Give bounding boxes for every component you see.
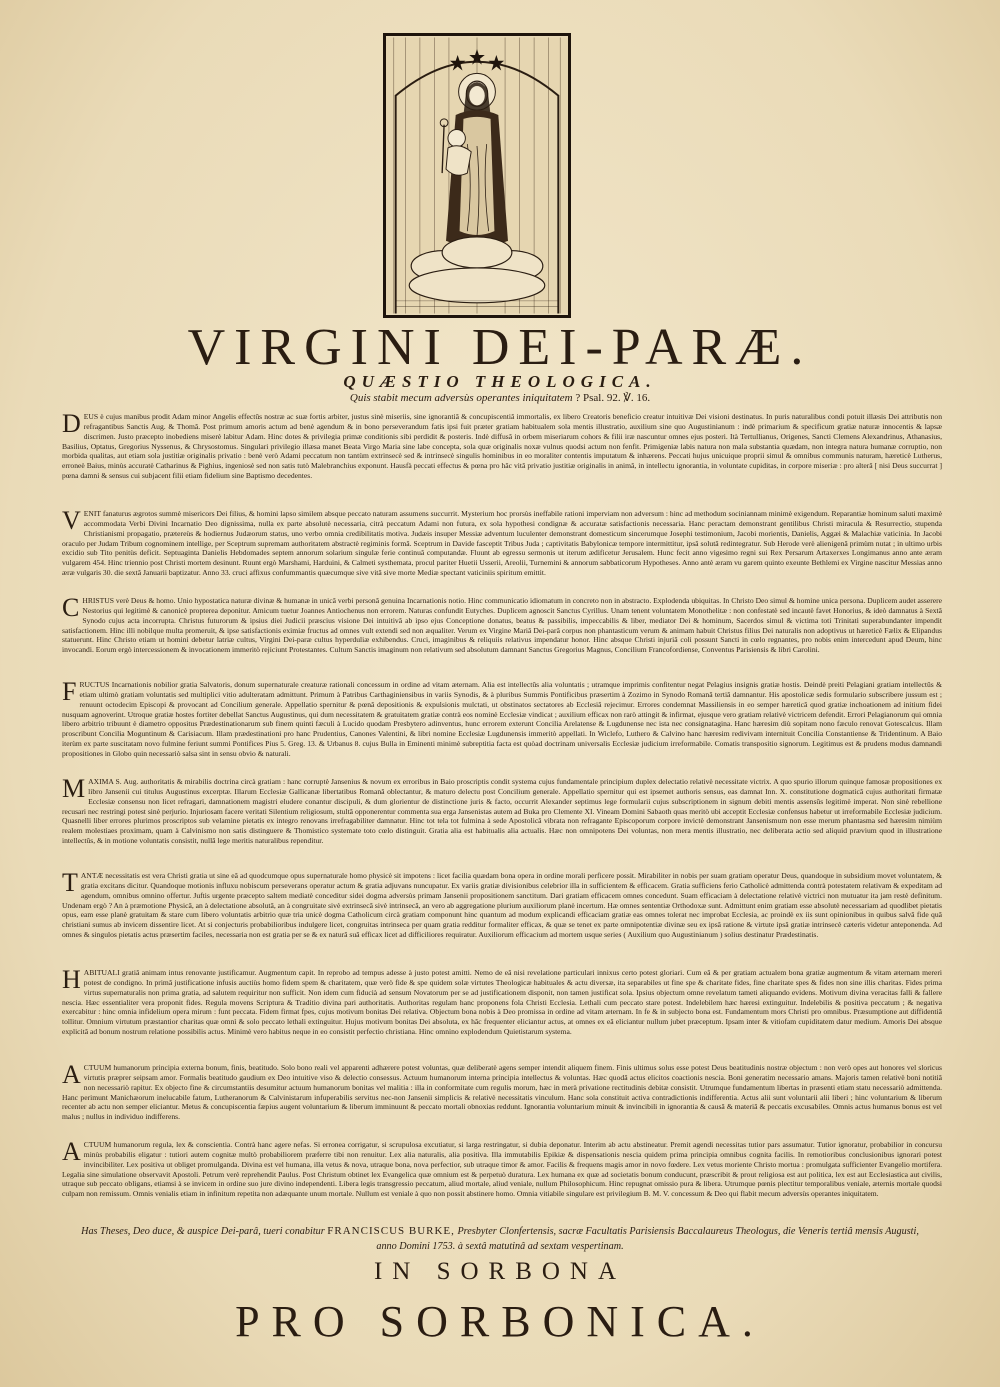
drop-cap: H [62, 965, 81, 994]
paragraph-text: AXIMA S. Aug. authoritatis & mirabilis doctrina circà gratiam : hanc corruptè Jansenius & novum ex erroribus in Baio proscriptis condit systema cujus fundamentale principium duplex delectatio relativè necessitate victrix. A quo spurio illorum quinque famosæ propositiones ex libro Jansenii cui titulus Augustinus excerptæ. Illarum Ecclesiæ Gallicanæ libertatibus Romanâ oblectantur, & maturo delectu post Concilium generale. Appellatio spernitur qui est ipsemet authoris sensus, eas damnat Inn. X. constitutione dogmaticâ cujus authoritati firmatæ Ecclesiæ consensu non licet refragari, damnationem magistri eludere conantur discipuli, & dum glorientur de distinctione juris & facto, occurrit Alexander septimus lege formularii cujus subscriptionem in signum debiti mentis assensûs legitimè imperat. Non sinè rebellione recusari nec restringi potest sinè perjurio. Injuriosam facere veritati Silentium religiosum, stultâ opponerentur commenta sua erga Jansenistas autem ad Buka pro Clemente XI. Vineam Domini Sabaoth quas meritò ubi acceptit Ecclesiæ confensus habetur ut irreformabile Ecclesiæ judicium. Quasnelli liber errores plurimos proscriptos sub velamine pietatis ex integro renovans irrefragabiliter damnatur. Hinc tot tela tot fulmina à sede Apostolicâ vibrata non refragante Episcoporum corpore invictè demonstrant Jansenismum non esse merum phantasma sed hæresim nimiùm realem molestiaes proximam, quam à Calvinismo non satis distinguere & Thomistico systemate toto cœlo distinguit. Gratia alia est habitualis alia actualis. Hæc non omnipotens Dei voluntas, non mera mentis illustratio, nec deliberata actio sed aliquid prævium quod in illustratione intellectûs, & in motione voluntatis consistit, nullâ lege meritis naturalibus rependitur. [62, 777, 942, 846]
thesis-paragraph-7 [62, 965, 942, 1037]
drop-cap: D [62, 409, 81, 438]
motto [0, 391, 1000, 404]
thesis-paragraph-8 [62, 1060, 942, 1122]
drop-cap: C [62, 593, 80, 622]
defense-intro: Has Theses, Deo duce, & auspice Dei-parâ, tueri conabitur [81, 1226, 325, 1237]
paragraph-text: ABITUALI gratiâ animam intus renovante justificamur. Augmentum capit. In reprobo ad tempus adesse à justo potest amitti. Nemo de eâ nisi revelatione particulari innixus certo potest gloriari. Cum eâ & per gratiam actualem bona gratiæ augmentum & vitam æternam mereri potest de condigno. In primâ justificatione infusis auctiùs homo fidem spem & charitatem, quæ verò fide & spe quidem solæ virtutes Theologicæ habituales & actu diversæ, ita separabiles ut fine spe & charitate fides, fine charitate spes & fides non sine illis charitas. Fides prima virtus supernaturalis non prima gratia, ad salutem requiritur non sufficit. Non idem cum fiducià ad sensum Novatorum per se ad justificationem disponit, non tamen justificat sola. Ipsius objectum omne revelatum tameti aliquando evidens. Motivum divina veracitas falli & fallere nescia. Hæc essentialiter vera proponit fides. Regula movens Scriptura & Traditio divina pari authoritatis. Authoritas regulam hanc proponens fola Christi Ecclesia. Lethali cum peccato stare potest. Indelebilem hæc hæresi extinguitur. Indelebilis & positiva peccatum ; & negativa exercabitur : hinc omnia infidelium opera mirum : funt peccata. Fidem firmat fpes, cujus motivum bonitas Dei relativa. Objectum bona nobis à Deo promissa in ordine ad vitam æternam. In fe & in subjecto bona est. Fundamentum mors Christi pro omnibus. Præsumptione aut diffidentiâ tollitur. Omnium virtutum præstantior charitas quæ omnì & solo peccato lethali extinguitur. Hujus motivum bonitas Dei absoluta, ex hâc frequenter eliciantur actus, at omnes ex eâ eliciantur nullum jubet præceptum. Ipsam inter & vitiofam cupiditatem datur medium. Amoris Dei absque explicitâ ad bonum nostrum relatione possibilis actus. Minimè vero habitus neque in eo consistit perfectio christiana. Hinc omnino explodendum Quietistarum systema. [62, 968, 942, 1037]
paragraph-text: HRISTUS verè Deus & homo. Unio hypostatica naturæ divinæ & humanæ in unicâ verbi personâ genuina Incarnationis notio. Hinc communicatio idiomatum in concreto non in abstracto. Explodenda ubiquitas. In Christo Deo simul & homine unica persona. Duplicem audet asserere Nestorius qui legitimè & canonicè propterea deponitur. Amicum tuetur Joannes Antiochenus non errorem. Naturas confundit Eutyches. Duplicem agnoscit Sanctus Cyrillus. Unam tenent voluntatem Monothelitæ : non confestatè sed incautè favet Honorius, & ideò damnatus à Sextâ Synodo cujus acta incorrupta. Christus futurorum & ipsius diei Judicii præscius visione Dei intuitivâ ab ipso ejus Conceptione donatus, beatus & passibilis, impeccabilis & liber, mediator Dei & hominum, Sacerdos simul & victima toti Trinitati superabundanter impendit satisfactionem. Hinc illi nobilque multa promeruit, & ipse satisfactionis eximiæ fructus ad omnes vult extendi sed non æqualiter. Verum ex Virgine Mariâ Dei-parâ corpus non phantasticum verum & animam habuit Christus filius Dei naturalis non adoptivus ut hæreticè Fælix & Elipandus statuerunt. Hinc Christo etiam ut homini debetur latriæ cultus, Virgini Dei-paræ cultus hyperduliæ exhibendus. Cruci, imaginibus & reliquiis relativus impendatur honor. Hinc absque Christi injuriâ coli possunt Sancti in cœlo regnantes, pro nobis enim intercedunt apud Deum, hinc invocandi. Eorum ergò intercessionem & invocationem immeritò rejiciunt Protestantes. Cultum Sanctis imaginum non relativum sed absolutum damnant Sanctus Gregorius Magnus, Concilium Francofordiense, Conventus Parisiensis & libri Carolini. [62, 596, 942, 655]
drop-cap: A [62, 1137, 81, 1166]
defender-name: FRANCISCUS BURKE, [327, 1225, 455, 1237]
page-subtitle: QUÆSTIO THEOLOGICA. [343, 372, 657, 391]
drop-cap: T [62, 868, 78, 897]
venue-line-1: IN SORBONA [373, 1258, 627, 1285]
drop-cap: M [62, 774, 86, 803]
thesis-paragraph-5 [62, 774, 942, 846]
thesis-paragraph-6 [62, 868, 942, 940]
paragraph-text: CTUUM humanorum principia externa bonum, finis, beatitudo. Solo bono reali vel apparenti adhærere potest voluntas, quæ deliberatè agens semper intendit aliquem finem. Finis ultimus solus esse potest Deus beatitudinis nostræ objectum : non verò opes aut honores vel sloricus virtutis præprer seipsam amor. Formalis beatitudo gaudium ex Deo intuitive viso & delectio consessus. Actuum humanorum interna principia intellectus & voluntas. Hæc quodâ actus elicitos coactionis nescia. Boni generatim necessario amans. Majoris tamen relativè boni notitiâ non necessariò rapitur. Ex objecto fine & circumstantiis desumitur actuum humanorum bonitas vel malitia : illa in conformitate cum regulis morum, hæc in merà privatione rectitudinis debitæ consistit. Utrumque fundamentum libertas in præsenti etiam statu necessariò admittenda. Hanc perimunt Manichæorum inelucabile fatum, Lutheranorum & Calvinistarum infuperabilis servitus nec-non Jansenii simplicis & relativè necessitatis vinculum. Hanc sola constituit activa contradictionis indifferentia. Actus alii sunt voluntarii alii liberi ; hinc voluntarium & liberum recenter ab actu non semper eliciantur. Metus & concupiscentia fæpius augent voluntarium & liberum imminuunt & peccato mortali obnoxias reddunt. Ignorantia voluntarium minuit & invincibili in ignorantia & causâ & materiâ & peccatis excusabiles. Omnis actus humanus bonus est vel malus ; nullus in individuo indifferens. [62, 1063, 942, 1122]
paragraph-text: EUS è cujus manibus prodit Adam minor Angelis effectûs nostræ ac suæ fortis arbiter, justus sinè miseriis, sine ignorantiâ & concupiscentiâ immortalis, ex libero Creatoris beneficio creatur intuitivæ Dei visioni destinatus. In puris naturalibus condi potuit illæsis Dei attributis non refragantibus Sanctis Aug. & Thomâ. Post primum amoris actum ad benè agendum & in bono perseverandum fatis ipsi fuit præter gratiam habitualem sola mentis illustratio, auxilium sine quo Augustinianum : indè primarium & specificum gratiæ naturæ innocentis & lapsæ discrimen. Justo præcepto inobediens miserè labitur Adam. Hinc dotes & privilegia primæ conditionis sibi perdidit & posteris. Indè diffusâ in orbem miseriarum cohors & filii iræ nascuntur omnes ejus posteri. Ità Tertullianus, Origenes, Sancti Clemens Alexandrinus, Athanasius, Basilius, Optatus, Gregorius Nyssenus, & Chrysostomus. Singulari privilegio illæsa manet Beata Virgo Maria sine labe concepta, sola quæ originalis noxæ vulnus quodsi actum non fenfit. Primigeniæ labis natura non mala substantia quædam, non integra natura humanæ corruptio, non morbida qualitas, aut etiam sola justitiæ originalis privatio : benè verò Adami peccatum non tantùm extrinsecè sed & intrinsecè singulis hominibus in eo moraliter contentis imputatum & inhærens. Peccati hujus unicuique proprii simul & omnibus communis naturam, hæreticè Lutherus, erroneè Baius, minùs accuratè Catharinus & Pighius, ingeniosè sed non satis tutò Malebranchius exponunt. Hausfà peccati effectus & pœna pro hâc vitâ privatio justitiæ originalis in animâ, in intellectu ignorantia, in voluntate cupiditas, in corpore miseriæ : pro alterâ [ nisi Deus succurrat ] pœna damni & sensus cui subjacent filii etiam fidelium sine Baptismo decedentes. [62, 412, 942, 481]
paragraph-text: CTUUM humanorum regula, lex & conscientia. Contrà hanc agere nefas. Si erronea corrigatur, si scrupulosa excutiatur, si larga restringatur, si dubia deponatur. Interim ab actu abstineatur. Premit agendi necessitas tutior pars assumatur. Tutior ignoratur, probabilior in concursu minùs probabilis eligatur : tutiori autem cognitæ multò probabiliorem præferre tibi non renuitur. Lex alia naturalis, alia positiva. Illa immutabilis Epikiæ & dispensationis nescia quidem prima principia omnibus cognita facilis. In remotioribus conclusionibus ignorari potest invincibiliter. Lex positiva ut obliget promulganda. Divina est vel humana, illa vetus & nova, utraque bona, nova perfectior, sub utraque timor & amor. Facilis & frequens magis amor in novo fœdere. Lex vetus moriente Christo mortua : promulgata sufficienter Evangelio mortifera. Legalia sine simulatione observavit Apostoli. Petrum verè reprehendit Paulus. Post Christum obtinet lex Evangelica quæ omnium est & perpetuò duratura. Lex humana ex quæ ad societatis bonum conducunt, præscribit & prout religiosa est aut politica, lex est aut Ecclesiastica aut civilis, utraque sub peccato obligans, etiamsi à se invicem in ordine suo jure divino independenti. Libera legis transgressio peccatum, aliud mortale, aliud veniale, nullum Philosophicum. Hinc repugnat omissio pura & libera. Utrumque pœnis plectitur temporalibus veniale, æternis mortale quodsi culpam non remissum. Omnis venialis etiam in infinitum repetita non adæquante unum mortale. Nullum est veniale à quo non possit abstinere homo. Omnia vitiabile singulare est privilegium B. M. V. concessum & Deo qui flabit mecum adversùs operantes iniquitatem. [62, 1140, 942, 1199]
defense-announcement [70, 1224, 930, 1254]
motto-quote: Quis stabit mecum adversùs operantes iniquitatem [349, 392, 573, 404]
venue-line-2: PRO SORBONICA. [235, 1297, 765, 1346]
defense-details: Presbyter Clonfertensis, sacræ Facultatis Parisiensis Baccalaureus Theologus, die Veneris tertiâ mensis Augusti, anno Domini 1753. à sextâ matutinâ ad sextam vespertinam. [376, 1226, 919, 1252]
paragraph-text: ENIT fanaturus ægrotos summè misericors Dei filius, & homini lapso similem absque peccato naturam assumens succurrit. Mysterium hoc prorsùs ineffabile rationi imperviam non adversum : hinc ad methodum sociniannam minimè exigendum. Reparantiæ hominum saluti maximè accommodata Verbi Divini Incarnatio Deo dignissima, nulla ex parte absolutè necessaria, citrà peccatum Adami non futura, ex sola hypothesi condignæ & accuratæ satisfactionis necessaria. Hanc peractam demonstrant gentilibus Christi miracula & Resurrectio, stupenda Christianismi propagatio, prætereùs & hodiernus Judæorum status, uno verbo omnia credibilitatis motiva. Judæis insuper Messiæ adventum luculenter demonstrant domesticum sincerumque Josephi testimonium, Jacobi morientis, Danielis, Aggæi & Malachiæ vaticinia. In Jacobi oraculo per Judam Tribum cognominem intellige, per Sceptrum supremam authoritatem abstractè regiminis formâ. Sceptrum in Davide fasceptit Tribus Juda ; captivitatis Babylonicæ tempore intermittitur, ipsâ solutâ redintegratur. Sub Herode verè alienigenâ primùm nutat ; in ultimo urbis excidio sub Tito penitùs deficit. Septuaginta Danielis Hebdomades septem annorum solarium singulæ ferie continuâ computandæ. Fluunt ab egressu sermonis ut iterum ædificetur Jerusalem. Hunc fecit anno vigesimo regni sui Rex Persarum Artaxerxes Longimanus anno ante æram vulgarem 454. Hinc triennio post Christi mortem desinunt. Ruunt ergò Marshami, Harduini, & Calmeti systhemata, procul pariter Huetii Usserii, Areolii, Turnemini & annorum sabbaticorum Hypotheses. Anno antè æram vu garem quinto exeunte Bethlemi ex Virgine nascitur Messias anno æræ vulgaris 30. die sextâ Januarii baptizatur. Anno 33. cruci affixus confummantis quæcumque sive vitâ sive morte Mediæ spectant vaticiniis spiritum emittit. [62, 509, 942, 578]
drop-cap: A [62, 1060, 81, 1089]
thesis-paragraph-3 [62, 593, 942, 655]
virgin-and-child-engraving [383, 33, 571, 318]
motto-reference: ? Psal. 92. ℣. 16. [575, 392, 651, 404]
drop-cap: V [62, 506, 81, 535]
thesis-paragraph-2 [62, 506, 942, 578]
paragraph-text: ANTÆ necessitatis est vera Christi gratia ut sine eâ ad quodcumque opus supernaturale homo physicè sit impotens : licet facilia quædam bona opera in ordine morali perficere possit. Mirabiliter in nobis per suam gratiam operatur Deus, quandoque in subsidium movet voluntatem, & gratia excitans dicitur. Quandoque motionis influxu nobiscum perseverans operatur actum & gratia adjuvans nuncupatur. Ex variis gratiæ divisionibus celebrior illa in sufficientem & efficacem. Gratia sufficiens ferio Catholicè admittenda contrà potestatem relativam & expeditam ad agendum, omnibus omnino offertur. Juftis urgente præcepto saltem mediatè conceditur sidei dogma adversùs primam Jansenii propositionem sanctitum. Dari gratiam efficacem omnes concedunt. Suam efficaciam à delectatione relativè victrici non mutuatur ita jam restè definitum. Undenam ergò ? An à præmotione Physicâ, an à delectatione absolutâ, an à congruitate sivè extrinsecâ sivè intrinsecâ, an vero ab aggregatione plurium auxiliorum planè incertum. Hæ omnes sententiæ Orthodoxæ sunt. Admittunt enim gratiam esse absolutè necessariam ad quodlibet pietatis opus, eam esse planè gratuitam & stare cum libero voluntatis arbitrio quæ tria unicè dogma Catholicum circà gratiam componunt hinc quantum ad modum explicandi efficaciam gratiæ eas omnes tolerat nec improbat Ecclesia, ac proindè ex iis sunt opinionibus in quibus salvâ fide quâ christiani sumus ab invicem dissentire licet. At si conjecturis probabilioribus indulgere licet, congruitas intrinseca per quam gratia redditur formaliter efficax, & quæ se tenet ex parte omnipotentiæ divinæ seu ex ipsâ ratione & virtute ipsâ gratiæ intrinsecè cæteris videtur anteponenda. Ad omnes & singulos pietatis actus præsertim faciles, necessaria non est gratia per se & ex naturâ suâ efficax licet ad difficiliores requiratur. Auxiliorum efficacium ad mortem usque series ( Auxilium quo Augustinianum ) solius destinatur Prædestinatis. [62, 871, 942, 940]
thesis-paragraph-1 [62, 409, 942, 481]
thesis-paragraph-4 [62, 677, 942, 759]
paragraph-text: RUCTUS Incarnationis nobilior gratia Salvatoris, donum supernaturale creaturæ rationali concessum in ordine ad vitam æternam. Alia est intellectûs alia voluntatis ; utramque imprimis confitentur negat Pelagius insignis gratiæ hostis. Deindè preiti Pelagiani gratiam intellectûs & etiam ultimò gratiam voluntatis sed multiplici vitio adulteratam admittunt. Primum à Patribus Carthaginiensibus in variis Synodis, & à pluribus Summis Pontificibus præsertim à Zozimo in Synodo Romanâ tertiâ damnantur. His apostolicæ sedis formulario subscribere jussum est ; renuunt octodecim Episcopi & provocant ad Concilium generale. Appellatio spernitur & pœnâ depositionis & expulsionis mulctati, ut obstinatos sectatores ab Ecclesiâ rejecimur. Errores condemnat Massiliensis in eo semper hæreticâ quod gratiæ inchoationem ad initium fidei nusquam agnoverint. Utroque gratiæ hostes fortiter debellat Sanctus Augustinus, qui dum necessitatem & gratuitatem gratiæ contrà eos nominè Ecclesiæ vindicat ; auxilium efficax non rarò attingit & infirmat, ejusque vero gratiam relativè victricem defendit. Errori Pelagianorum qui omnia libero arbitrio tribuunt è diametro oppositus Prædestinationarum sub finem quinti fæculi à Lucido quodam Presbytero adinventus, hunc errorem exterunt Concilia Arelatense & Lugdunense nec ista nec consignatagina. Hanc hæresim diù sopitam nono fæculo renovat Gotescalcus. Illam proscribunt Concilia Moguntinum & Carisiacum. Illam prædestinationi pro hanc Prudentius, Canones Valentini, & libri nomine Ecclesiæ Lugdunensis immeritò appellati. In Wiclefo, Luthero & Calvino hanc hæresim redivivam internituit Concilia Constantiense & Tridentinum. A Baio iterùm ex parte suscitatam novo fulmine feriunt summi Pontifices Pius 5. Greg. 13. & Urbanus 8. cujus Bulla in Eminenti minimè subreptitia facta est quòad doctrinam universalis Ecclesiæ judicium irreformabile. Comatis transpositio signorum. Legitimus est & prudens modus damnandi propositiones in Globo quin necessariò salsa sint in sensu obvio & naturali. [62, 680, 942, 758]
page-title: VIRGINI DEI-PARÆ. [187, 319, 813, 376]
drop-cap: F [62, 677, 77, 706]
thesis-paragraph-9 [62, 1137, 942, 1199]
